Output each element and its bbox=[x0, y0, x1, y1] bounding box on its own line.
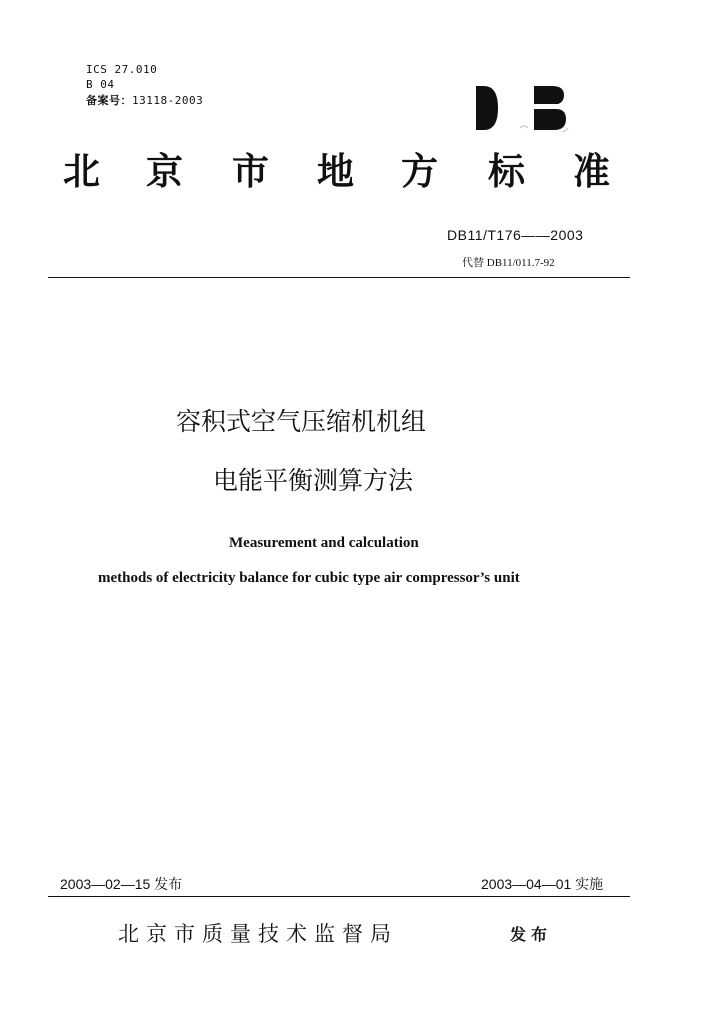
title-en-line-1: Measurement and calculation bbox=[229, 535, 419, 551]
record-value: 13118-2003 bbox=[132, 94, 204, 107]
implementation-date: 2003—04—01 实施 bbox=[481, 876, 604, 892]
db-logo bbox=[470, 84, 570, 136]
standard-type-char-5: 方 bbox=[401, 150, 438, 193]
title-cn-line-2: 电能平衡测算方法 bbox=[213, 466, 414, 495]
title-en-line-2: methods of electricity balance for cubic type air compressor’s unit bbox=[98, 570, 520, 586]
ccs-code: B 04 bbox=[86, 78, 115, 91]
footer-divider bbox=[48, 896, 630, 897]
record-number bbox=[86, 94, 203, 107]
standard-type-char-7: 准 bbox=[573, 150, 610, 193]
header-divider bbox=[48, 277, 630, 278]
standard-type-char-2: 京 bbox=[146, 150, 183, 193]
standard-type-char-3: 市 bbox=[232, 150, 269, 193]
record-label: 备案号： bbox=[86, 94, 132, 107]
standard-type-char-6: 标 bbox=[488, 150, 525, 193]
standard-type-char-1: 北 bbox=[63, 150, 100, 193]
ics-code: ICS 27.010 bbox=[86, 63, 158, 76]
publish-action: 发布 bbox=[510, 925, 553, 944]
standard-number: DB11/T176——2003 bbox=[447, 227, 584, 243]
title-cn-line-1: 容积式空气压缩机机组 bbox=[176, 407, 427, 436]
standard-type-char-4: 地 bbox=[317, 150, 354, 193]
replaces-note: 代替 DB11/011.7-92 bbox=[462, 257, 555, 269]
issue-date: 2003—02—15 发布 bbox=[60, 876, 183, 892]
publisher-name: 北京市质量技术监督局 bbox=[118, 922, 398, 946]
